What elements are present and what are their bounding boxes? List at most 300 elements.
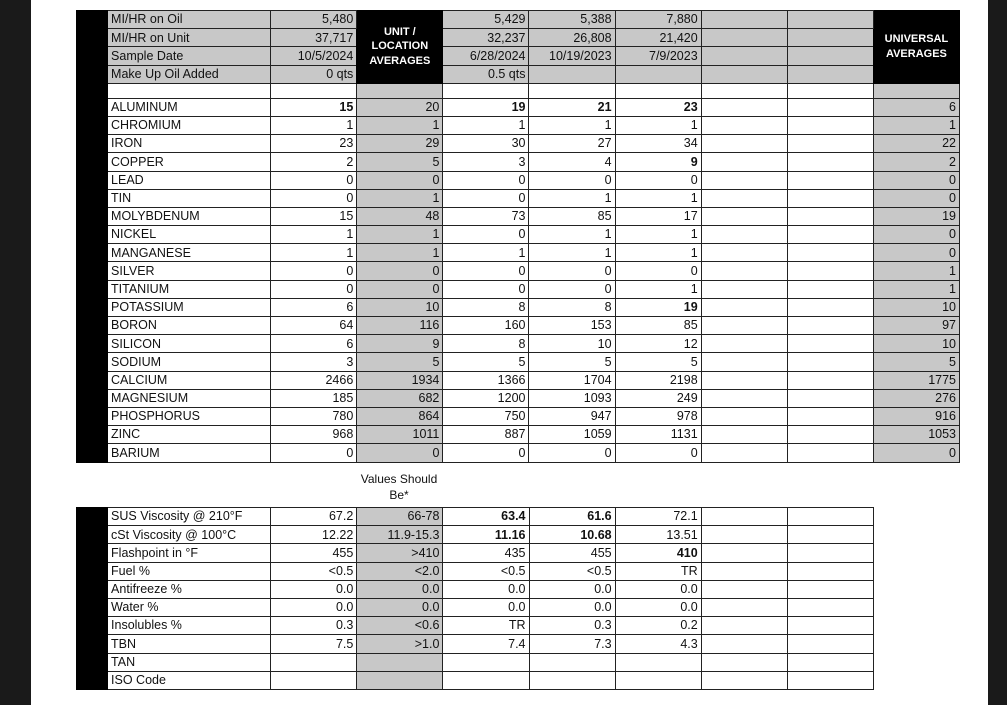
location-average: 9 (357, 335, 443, 353)
prev-value-1: 30 (443, 135, 529, 153)
prev-value-2: 10/19/2023 (529, 47, 615, 65)
prev-value-2: 1059 (529, 426, 615, 444)
spacer-cell (108, 83, 271, 98)
prev-value-1: 63.4 (443, 508, 529, 526)
location-average: 5 (357, 353, 443, 371)
empty-cell (701, 298, 787, 316)
empty-cell (701, 244, 787, 262)
prev-value-2: 0 (529, 262, 615, 280)
element-row (77, 335, 960, 353)
empty-cell (701, 389, 787, 407)
element-name: CHROMIUM (108, 116, 271, 134)
prev-value-1: 5,429 (443, 11, 529, 29)
prev-value-3: 34 (615, 135, 701, 153)
empty-cell (787, 226, 873, 244)
prev-value-1: 1 (443, 116, 529, 134)
current-value: 23 (271, 135, 357, 153)
header-row-mi-unit (77, 29, 960, 47)
property-name: Fuel % (108, 562, 271, 580)
element-row (77, 407, 960, 425)
universal-average: 276 (873, 389, 959, 407)
empty-cell (787, 298, 873, 316)
unit-location-averages-header (357, 11, 443, 84)
prev-value-3: 9 (615, 153, 701, 171)
prev-value-3: 0 (615, 444, 701, 462)
should-be-range: >410 (357, 544, 443, 562)
right-dark-border (988, 0, 1007, 705)
prev-value-3: 1 (615, 116, 701, 134)
empty-cell (787, 98, 873, 116)
element-row (77, 280, 960, 298)
prev-value-3: 13.51 (615, 526, 701, 544)
location-average: 1 (357, 244, 443, 262)
header-label: MI/HR on Unit (108, 29, 271, 47)
empty-cell (701, 262, 787, 280)
header-row-sample-date (77, 47, 960, 65)
element-name: ZINC (108, 426, 271, 444)
empty-cell (701, 226, 787, 244)
property-row (77, 671, 874, 689)
empty-cell (787, 116, 873, 134)
empty-cell (787, 29, 873, 47)
header-label: Make Up Oil Added (108, 65, 271, 83)
current-value: 0 (271, 189, 357, 207)
prev-value-1: 6/28/2024 (443, 47, 529, 65)
prev-value-1: 887 (443, 426, 529, 444)
element-row (77, 389, 960, 407)
element-row (77, 207, 960, 225)
prev-value-2: 1 (529, 116, 615, 134)
current-value: 15 (271, 98, 357, 116)
element-row (77, 171, 960, 189)
universal-average: 22 (873, 135, 959, 153)
left-dark-border (0, 0, 31, 705)
empty-cell (787, 317, 873, 335)
element-name: BORON (108, 317, 271, 335)
spacer-cell (701, 83, 787, 98)
prev-value-2: 0 (529, 444, 615, 462)
current-value: 6 (271, 335, 357, 353)
prev-value-3: 0 (615, 262, 701, 280)
prev-value-3: 1 (615, 244, 701, 262)
empty-cell (787, 671, 873, 689)
spacer-cell (357, 83, 443, 98)
elements-table (76, 10, 960, 463)
empty-cell (701, 635, 787, 653)
prev-value-1: 8 (443, 298, 529, 316)
prev-value-1: 0 (443, 171, 529, 189)
property-row (77, 544, 874, 562)
prev-value-3: 4.3 (615, 635, 701, 653)
prev-value-3 (615, 671, 701, 689)
prev-value-2: 1 (529, 226, 615, 244)
property-row (77, 526, 874, 544)
prev-value-3: 72.1 (615, 508, 701, 526)
empty-cell (787, 580, 873, 598)
prev-value-2: 0.0 (529, 580, 615, 598)
prev-value-1: 7.4 (443, 635, 529, 653)
empty-cell (787, 171, 873, 189)
current-value: 1 (271, 116, 357, 134)
current-value: 6 (271, 298, 357, 316)
current-value: 3 (271, 353, 357, 371)
elements-side-label-cell (77, 98, 108, 462)
element-row (77, 189, 960, 207)
prev-value-1: 11.16 (443, 526, 529, 544)
prev-value-2: 0 (529, 280, 615, 298)
spacer-cell (873, 83, 959, 98)
location-average: 1 (357, 189, 443, 207)
current-value: 968 (271, 426, 357, 444)
header-row-makeup-oil (77, 65, 960, 83)
prev-value-2: 8 (529, 298, 615, 316)
universal-average: 6 (873, 98, 959, 116)
current-value: 0.3 (271, 617, 357, 635)
prev-value-1 (443, 671, 529, 689)
empty-cell (701, 617, 787, 635)
location-average: 0 (357, 171, 443, 189)
property-name: TBN (108, 635, 271, 653)
empty-cell (787, 262, 873, 280)
prev-value-2: 5 (529, 353, 615, 371)
should-be-range (357, 653, 443, 671)
universal-average: 0 (873, 226, 959, 244)
prev-value-2 (529, 65, 615, 83)
prev-value-3: TR (615, 562, 701, 580)
prev-value-3: 410 (615, 544, 701, 562)
empty-cell (787, 407, 873, 425)
prev-value-2: 5,388 (529, 11, 615, 29)
current-value: 780 (271, 407, 357, 425)
element-name: BARIUM (108, 444, 271, 462)
values-should-be-label: Values Should Be* (360, 472, 438, 502)
properties-body (77, 508, 874, 690)
prev-value-1: 435 (443, 544, 529, 562)
prev-value-2: 61.6 (529, 508, 615, 526)
empty-cell (701, 426, 787, 444)
element-name: SODIUM (108, 353, 271, 371)
prev-value-1: 1366 (443, 371, 529, 389)
current-value: 2466 (271, 371, 357, 389)
universal-average: 0 (873, 244, 959, 262)
empty-cell (701, 317, 787, 335)
empty-cell (701, 371, 787, 389)
element-row (77, 353, 960, 371)
prev-value-2: 1704 (529, 371, 615, 389)
property-name: ISO Code (108, 671, 271, 689)
empty-cell (787, 335, 873, 353)
should-be-range: <2.0 (357, 562, 443, 580)
location-average: 48 (357, 207, 443, 225)
prev-value-2: 26,808 (529, 29, 615, 47)
prev-value-3: 0.2 (615, 617, 701, 635)
prev-value-2 (529, 653, 615, 671)
location-average: 5 (357, 153, 443, 171)
empty-cell (701, 29, 787, 47)
header-label: MI/HR on Oil (108, 11, 271, 29)
unit-location-averages-label: UNIT / LOCATION AVERAGES (369, 25, 431, 68)
prev-value-2: 85 (529, 207, 615, 225)
spacer-cell (271, 83, 357, 98)
empty-cell (701, 598, 787, 616)
property-row (77, 653, 874, 671)
prev-value-2: 1 (529, 189, 615, 207)
property-name: Flashpoint in °F (108, 544, 271, 562)
universal-average: 10 (873, 298, 959, 316)
prev-value-1: 0.5 qts (443, 65, 529, 83)
current-value: 0.0 (271, 580, 357, 598)
empty-cell (701, 671, 787, 689)
element-name: NICKEL (108, 226, 271, 244)
universal-average: 1 (873, 116, 959, 134)
location-average: 1 (357, 116, 443, 134)
spacer-cell (77, 83, 108, 98)
element-row (77, 444, 960, 462)
empty-cell (701, 98, 787, 116)
spacer-cell (615, 83, 701, 98)
current-value: 2 (271, 153, 357, 171)
empty-cell (701, 280, 787, 298)
universal-averages-header (873, 11, 959, 84)
element-name: POTASSIUM (108, 298, 271, 316)
prev-value-3: 85 (615, 317, 701, 335)
element-name: SILVER (108, 262, 271, 280)
location-average: 682 (357, 389, 443, 407)
element-name: TIN (108, 189, 271, 207)
empty-cell (701, 353, 787, 371)
empty-cell (787, 11, 873, 29)
prev-value-2: 10.68 (529, 526, 615, 544)
empty-cell (701, 65, 787, 83)
empty-cell (701, 653, 787, 671)
prev-value-2: 27 (529, 135, 615, 153)
current-value (271, 653, 357, 671)
prev-value-3: 1131 (615, 426, 701, 444)
prev-value-2: <0.5 (529, 562, 615, 580)
property-row (77, 598, 874, 616)
current-value: 10/5/2024 (271, 47, 357, 65)
prev-value-1: 0 (443, 280, 529, 298)
prev-value-2: 0 (529, 171, 615, 189)
element-row (77, 153, 960, 171)
prev-value-3: 7/9/2023 (615, 47, 701, 65)
element-name: CALCIUM (108, 371, 271, 389)
universal-average: 1775 (873, 371, 959, 389)
universal-average: 1 (873, 262, 959, 280)
prev-value-1: 1200 (443, 389, 529, 407)
element-name: COPPER (108, 153, 271, 171)
empty-cell (701, 189, 787, 207)
empty-cell (787, 508, 873, 526)
property-row (77, 508, 874, 526)
prev-value-1: 19 (443, 98, 529, 116)
empty-cell (701, 508, 787, 526)
prev-value-3: 0.0 (615, 580, 701, 598)
location-average: 29 (357, 135, 443, 153)
empty-cell (701, 11, 787, 29)
prev-value-1: 0.0 (443, 598, 529, 616)
current-value: 7.5 (271, 635, 357, 653)
prev-value-1: 750 (443, 407, 529, 425)
prev-value-2: 21 (529, 98, 615, 116)
current-value: 67.2 (271, 508, 357, 526)
location-average: 20 (357, 98, 443, 116)
empty-cell (787, 544, 873, 562)
empty-cell (701, 580, 787, 598)
prev-value-1: 0.0 (443, 580, 529, 598)
element-name: ALUMINUM (108, 98, 271, 116)
should-be-range: <0.6 (357, 617, 443, 635)
element-name: LEAD (108, 171, 271, 189)
empty-cell (701, 407, 787, 425)
prev-value-2: 153 (529, 317, 615, 335)
element-row (77, 226, 960, 244)
prev-value-3 (615, 65, 701, 83)
property-name: cSt Viscosity @ 100°C (108, 526, 271, 544)
empty-cell (787, 353, 873, 371)
universal-average: 19 (873, 207, 959, 225)
element-row (77, 317, 960, 335)
prev-value-3: 0 (615, 171, 701, 189)
empty-cell (701, 171, 787, 189)
prev-value-3: 17 (615, 207, 701, 225)
property-name: SUS Viscosity @ 210°F (108, 508, 271, 526)
empty-cell (787, 244, 873, 262)
prev-value-1: 160 (443, 317, 529, 335)
empty-cell (701, 47, 787, 65)
empty-cell (787, 189, 873, 207)
current-value: 5,480 (271, 11, 357, 29)
prev-value-3: 249 (615, 389, 701, 407)
current-value: 15 (271, 207, 357, 225)
spacer-row (77, 83, 960, 98)
prev-value-1: 1 (443, 244, 529, 262)
current-value (271, 671, 357, 689)
should-be-range: 11.9-15.3 (357, 526, 443, 544)
empty-cell (787, 526, 873, 544)
property-name: Insolubles % (108, 617, 271, 635)
empty-cell (701, 135, 787, 153)
prev-value-3: 0.0 (615, 598, 701, 616)
empty-cell (701, 444, 787, 462)
elements-body (77, 98, 960, 462)
element-row (77, 135, 960, 153)
prev-value-2 (529, 671, 615, 689)
universal-average: 0 (873, 444, 959, 462)
empty-cell (701, 562, 787, 580)
universal-averages-label: UNIVERSAL AVERAGES (884, 33, 949, 60)
current-value: 0 (271, 444, 357, 462)
universal-average: 10 (873, 335, 959, 353)
prev-value-1: 3 (443, 153, 529, 171)
prev-value-1: 0 (443, 444, 529, 462)
property-row (77, 617, 874, 635)
prev-value-3: 19 (615, 298, 701, 316)
empty-cell (787, 280, 873, 298)
prev-value-1: TR (443, 617, 529, 635)
location-average: 0 (357, 280, 443, 298)
location-average: 1934 (357, 371, 443, 389)
prev-value-2: 0.3 (529, 617, 615, 635)
element-name: SILICON (108, 335, 271, 353)
empty-cell (787, 598, 873, 616)
universal-average: 0 (873, 171, 959, 189)
prev-value-1: 8 (443, 335, 529, 353)
universal-average: 2 (873, 153, 959, 171)
empty-cell (701, 116, 787, 134)
element-name: MANGANESE (108, 244, 271, 262)
prev-value-3 (615, 653, 701, 671)
spacer-cell (529, 83, 615, 98)
prev-value-2: 947 (529, 407, 615, 425)
element-row (77, 98, 960, 116)
prev-value-3: 978 (615, 407, 701, 425)
location-average: 116 (357, 317, 443, 335)
current-value: 0 qts (271, 65, 357, 83)
element-name: TITANIUM (108, 280, 271, 298)
current-value: 0.0 (271, 598, 357, 616)
element-row (77, 244, 960, 262)
element-name: PHOSPHORUS (108, 407, 271, 425)
spacer-cell (787, 83, 873, 98)
empty-cell (787, 562, 873, 580)
top-margin (31, 0, 988, 10)
element-name: IRON (108, 135, 271, 153)
current-value: 1 (271, 244, 357, 262)
prev-value-1: 0 (443, 226, 529, 244)
empty-cell (787, 389, 873, 407)
prev-value-1: 32,237 (443, 29, 529, 47)
location-average: 0 (357, 444, 443, 462)
location-average: 0 (357, 262, 443, 280)
current-value: <0.5 (271, 562, 357, 580)
empty-cell (787, 617, 873, 635)
universal-average: 97 (873, 317, 959, 335)
prev-value-1 (443, 653, 529, 671)
element-row (77, 116, 960, 134)
empty-cell (787, 153, 873, 171)
prev-value-3: 21,420 (615, 29, 701, 47)
header-row-mi-oil (77, 11, 960, 29)
prev-value-3: 5 (615, 353, 701, 371)
location-average: 1 (357, 226, 443, 244)
empty-cell (787, 653, 873, 671)
element-row (77, 371, 960, 389)
header-corner (77, 11, 108, 84)
property-name: Antifreeze % (108, 580, 271, 598)
should-be-range: 66-78 (357, 508, 443, 526)
property-name: TAN (108, 653, 271, 671)
spacer-cell (443, 83, 529, 98)
current-value: 64 (271, 317, 357, 335)
current-value: 0 (271, 171, 357, 189)
prev-value-1: 0 (443, 189, 529, 207)
element-name: MAGNESIUM (108, 389, 271, 407)
prev-value-2: 0.0 (529, 598, 615, 616)
universal-average: 1053 (873, 426, 959, 444)
empty-cell (701, 526, 787, 544)
prev-value-2: 10 (529, 335, 615, 353)
empty-cell (787, 371, 873, 389)
universal-average: 1 (873, 280, 959, 298)
empty-cell (787, 47, 873, 65)
prev-value-3: 2198 (615, 371, 701, 389)
current-value: 455 (271, 544, 357, 562)
property-row (77, 562, 874, 580)
should-be-range: 0.0 (357, 580, 443, 598)
element-name: MOLYBDENUM (108, 207, 271, 225)
prev-value-3: 1 (615, 226, 701, 244)
